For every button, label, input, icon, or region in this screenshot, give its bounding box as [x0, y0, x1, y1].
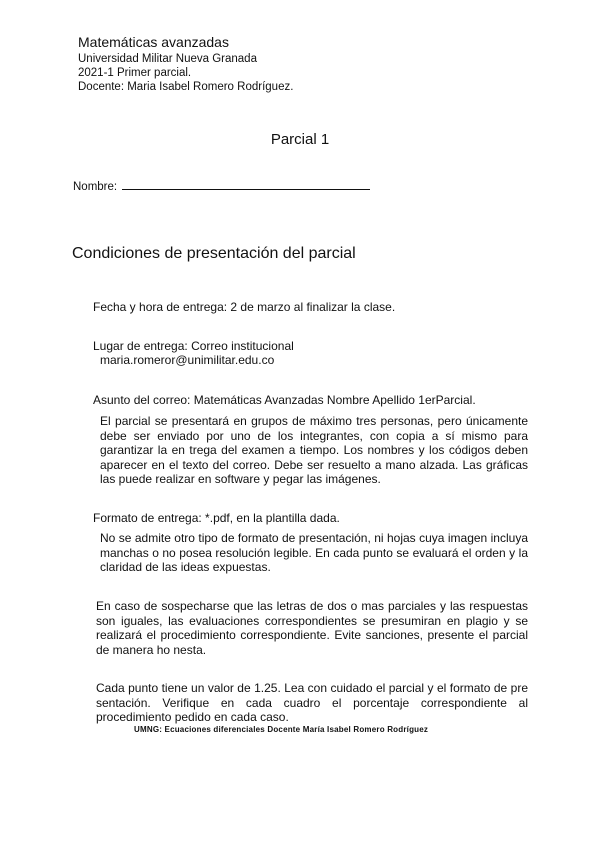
teacher-name: Docente: Maria Isabel Romero Rodríguez. — [78, 81, 294, 93]
university-name: Universidad Militar Nueva Granada — [78, 53, 257, 65]
exam-title: Parcial 1 — [270, 131, 330, 148]
groups-paragraph: El parcial se presentará en grupos de máximo tres personas, pero únicamente debe ser enviado por uno de los integrantes, con copia a sí mismo para garantizar la en trega del examen a tiempo. Los nombres y los códigos deben aparecer en el texto del correo. Debe ser resuelto a mano alzada. Las gráficas las puede realizar en software y pegar las imágenes. — [100, 414, 528, 486]
course-title: Matemáticas avanzadas — [78, 34, 229, 50]
plagiarism-paragraph: En caso de sospecharse que las letras de dos o mas parciales y las respuestas son iguales, las evaluaciones correspondientes se presumiran en plagio y se realizará el procedimiento correspondiente. Evite sanciones, presente el parcial de manera ho nesta. — [96, 599, 528, 657]
delivery-date: Fecha y hora de entrega: 2 de marzo al finalizar la clase. — [93, 300, 396, 314]
exam-term: 2021-1 Primer parcial. — [78, 67, 192, 79]
delivery-format: Formato de entrega: *.pdf, en la plantilla dada. — [93, 511, 340, 525]
value-paragraph: Cada punto tiene un valor de 1.25. Lea con cuidado el parcial y el formato de pre sentación. Verifique en cada cuadro el porcentaje correspondiente al procedimiento pedido en cada caso. — [96, 681, 528, 724]
page-footer: UMNG: Ecuaciones diferenciales Docente María Isabel Romero Rodríguez — [134, 725, 429, 734]
email-subject: Asunto del correo: Matemáticas Avanzadas Nombre Apellido 1erParcial. — [93, 393, 476, 407]
name-field — [73, 178, 370, 193]
format-detail-paragraph: No se admite otro tipo de formato de presentación, ni hojas cuya imagen incluya manchas o no posea resolución legible. En cada punto se evaluará el orden y la claridad de las ideas expuestas. — [100, 531, 528, 574]
name-label: Nombre: — [73, 181, 118, 193]
delivery-place: Lugar de entrega: Correo institucional — [93, 339, 294, 353]
name-blank-line — [122, 178, 370, 190]
section-title: Condiciones de presentación del parcial — [72, 245, 356, 262]
email-address: maria.romeror@unimilitar.edu.co — [100, 353, 275, 367]
